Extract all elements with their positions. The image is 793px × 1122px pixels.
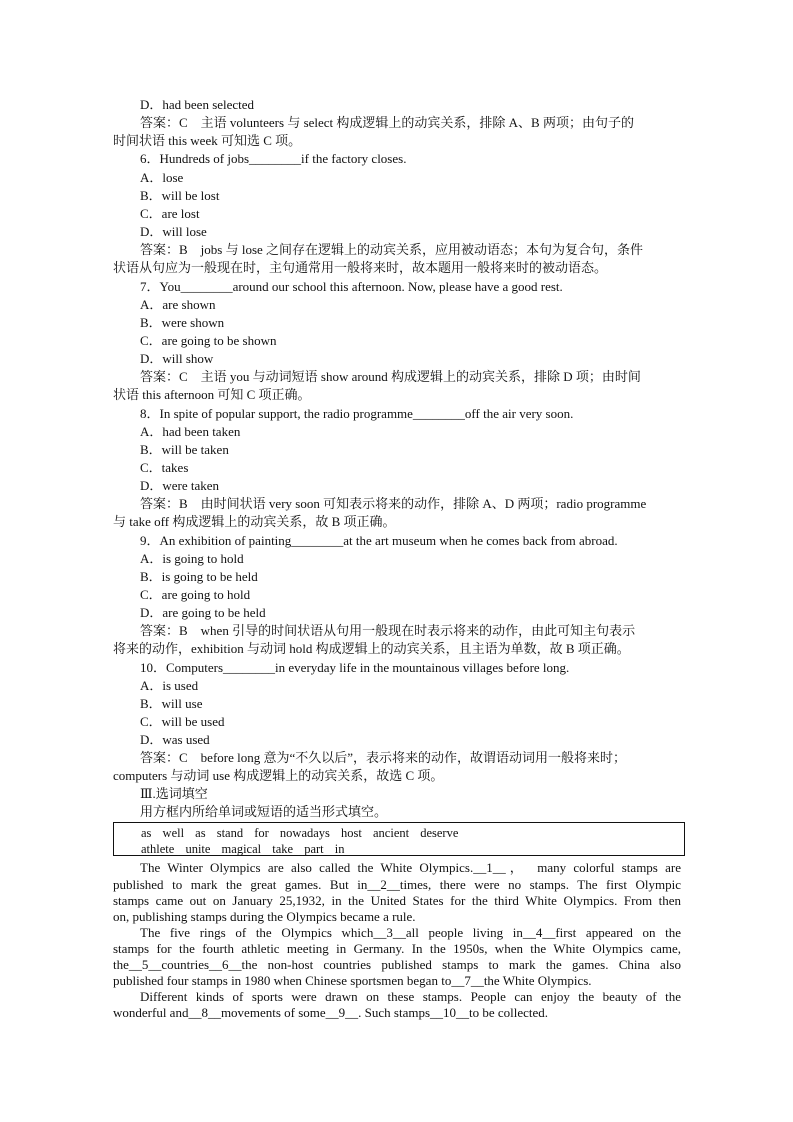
option-line: C．are lost — [140, 206, 200, 221]
option-line: A．is going to hold — [140, 551, 244, 566]
option-line: C．will be used — [140, 714, 225, 729]
section-heading: Ⅲ.选词填空 — [140, 786, 208, 801]
option-line: B．will be lost — [140, 188, 220, 203]
question-9: 9．An exhibition of painting________at the art museum when he comes back from abroad. — [140, 533, 618, 548]
question-6: 6．Hundreds of jobs________if the factory closes. — [140, 151, 407, 166]
passage-line: stamps came out on January 25,1932, in the United States for the third White Olympics. From then — [113, 893, 681, 908]
option-line: D．are going to be held — [140, 605, 266, 620]
option-line: A．is used — [140, 678, 199, 693]
question-7: 7．You________around our school this afternoon. Now, please have a good rest. — [140, 279, 563, 294]
option-line: A．are shown — [140, 297, 216, 312]
passage-line: the__5__countries__6__the non-host countries published stamps to mark the games. China also — [113, 957, 681, 972]
passage-line: published to mark the great games. But in__2__times, there were no stamps. The first Olympic — [113, 877, 681, 892]
word-bank-row: as well as stand for nowadays host ancient deserve — [141, 826, 459, 840]
answer-line: 答案：B jobs 与 lose 之间存在逻辑上的动宾关系，应用被动语态；本句为复合句，条件 — [140, 242, 644, 257]
option-line: D．will show — [140, 351, 214, 366]
answer-line: 答案：C 主语 volunteers 与 select 构成逻辑上的动宾关系，排除 A、B 两项；由句子的 — [140, 115, 634, 130]
option-line: C．are going to hold — [140, 587, 251, 602]
passage-line: The five rings of the Olympics which__3__all people living in__4__first appeared on the — [140, 925, 681, 940]
option-line: B．will use — [140, 696, 203, 711]
passage-line: on, publishing stamps during the Olympics became a rule. — [113, 909, 416, 924]
option-line: B．were shown — [140, 315, 225, 330]
question-10: 10．Computers________in everyday life in the mountainous villages before long. — [140, 660, 570, 675]
answer-line: 答案：B 由时间状语 very soon 可知表示将来的动作，排除 A、D 两项；radio programme — [140, 496, 647, 511]
option-line: D．were taken — [140, 478, 220, 493]
answer-line: 时间状语 this week 可知选 C 项。 — [113, 133, 302, 148]
option-line: C．are going to be shown — [140, 333, 277, 348]
option-line: B．is going to be held — [140, 569, 258, 584]
passage-line: stamps for the fourth athletic meeting in Germany. In the 1950s, when the White Olympics came, — [113, 941, 681, 956]
word-bank-box — [113, 822, 685, 856]
answer-line: 答案：C before long 意为“不久以后”，表示将来的动作，故谓语动词用一般将来时； — [140, 750, 627, 765]
answer-line: 答案：B when 引导的时间状语从句用一般现在时表示将来的动作，由此可知主句表示 — [140, 623, 636, 638]
passage-line: wonderful and__8__movements of some__9__. Such stamps__10__to be collected. — [113, 1005, 549, 1020]
answer-line: 状语 this afternoon 可知 C 项正确。 — [113, 387, 311, 402]
option-line: D．was used — [140, 732, 210, 747]
option-line: C．takes — [140, 460, 189, 475]
section-instruction: 用方框内所给单词或短语的适当形式填空。 — [140, 804, 388, 819]
passage-line: Different kinds of sports were drawn on these stamps. People can enjoy the beauty of the — [140, 989, 681, 1004]
answer-line: 与 take off 构成逻辑上的动宾关系，故 B 项正确。 — [113, 514, 396, 529]
option-line: B．will be taken — [140, 442, 229, 457]
answer-line: computers 与动词 use 构成逻辑上的动宾关系，故选 C 项。 — [113, 768, 444, 783]
answer-line: 答案：C 主语 you 与动词短语 show around 构成逻辑上的动宾关系，排除 D 项；由时间 — [140, 369, 641, 384]
option-line: A．lose — [140, 170, 184, 185]
option-line: D．will lose — [140, 224, 207, 239]
question-8: 8．In spite of popular support, the radio programme________off the air very soon. — [140, 406, 574, 421]
answer-line: 将来的动作，exhibition 与动词 hold 构成逻辑上的动宾关系，且主语为单数，故 B 项正确。 — [113, 641, 630, 656]
passage-line: The Winter Olympics are also called the White Olympics.__1__， many colorful stamps are — [140, 860, 681, 875]
answer-line: 状语从句应为一般现在时，主句通常用一般将来时，故本题用一般将来时的被动语态。 — [113, 260, 608, 275]
word-bank-row: athlete unite magical take part in — [141, 842, 345, 856]
option-line: D．had been selected — [140, 97, 255, 112]
passage-line: published four stamps in 1980 when Chinese sportsmen began to__7__the White Olympics. — [113, 973, 592, 988]
option-line: A．had been taken — [140, 424, 241, 439]
